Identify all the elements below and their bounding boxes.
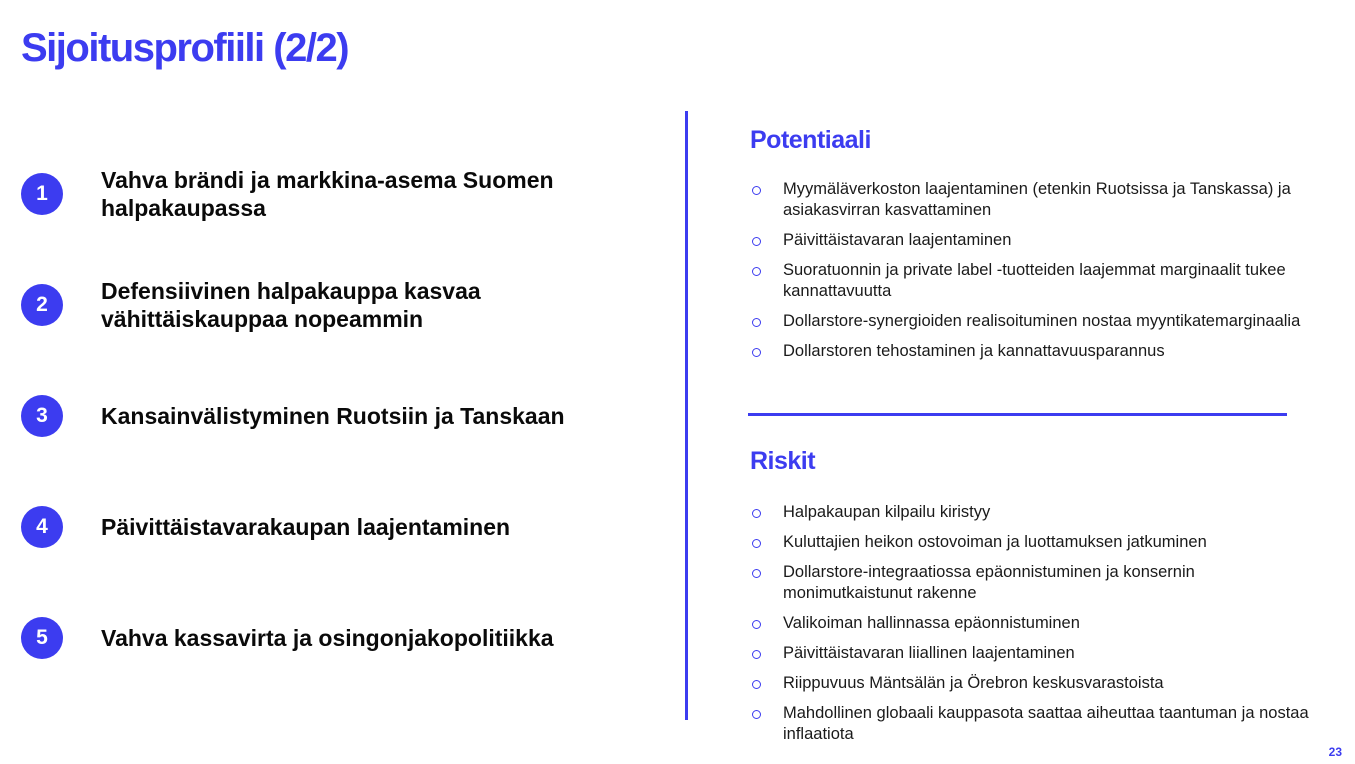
circle-bullet-icon <box>752 650 761 659</box>
circle-bullet-icon <box>752 620 761 629</box>
horizontal-divider <box>748 413 1287 416</box>
numbered-item-3 <box>21 395 661 437</box>
circle-bullet-icon <box>752 509 761 518</box>
list-item <box>750 703 1310 745</box>
circle-bullet-icon <box>752 318 761 327</box>
page-title: Sijoitusprofiili (2/2) <box>21 26 349 70</box>
list-item <box>750 341 1310 362</box>
list-item-text: Päivittäistavaran liiallinen laajentaminen <box>783 644 1075 662</box>
potential-heading: Potentiaali <box>750 126 871 154</box>
number-badge: 2 <box>21 284 63 326</box>
circle-bullet-icon <box>752 710 761 719</box>
circle-bullet-icon <box>752 348 761 357</box>
numbered-item-5 <box>21 617 661 659</box>
number-badge: 5 <box>21 617 63 659</box>
list-item-text: Suoratuonnin ja private label -tuotteiden laajemmat marginaalit tukee kannattavuutta <box>783 261 1286 300</box>
number-badge: 1 <box>21 173 63 215</box>
page-number: 23 <box>1328 745 1342 759</box>
list-item-text: Riippuvuus Mäntsälän ja Örebron keskusvarastoista <box>783 674 1164 692</box>
list-item-text: Dollarstore-synergioiden realisoituminen nostaa myyntikatemarginaalia <box>783 312 1301 330</box>
numbered-item-text: Vahva kassavirta ja osingonjakopolitiikka <box>101 625 554 651</box>
numbered-item-text: Defensiivinen halpakauppa kasvaa vähittäiskauppaa nopeammin <box>101 278 481 332</box>
list-item-text: Kuluttajien heikon ostovoiman ja luottamuksen jatkuminen <box>783 533 1207 551</box>
circle-bullet-icon <box>752 539 761 548</box>
vertical-divider <box>685 111 688 720</box>
numbered-item-1 <box>21 166 661 222</box>
list-item <box>750 179 1310 221</box>
list-item <box>750 532 1310 553</box>
list-item-text: Päivittäistavaran laajentaminen <box>783 231 1012 249</box>
list-item-text: Mahdollinen globaali kauppasota saattaa aiheuttaa taantuman ja nostaa inflaatiota <box>783 704 1309 743</box>
list-item-text: Dollarstoren tehostaminen ja kannattavuusparannus <box>783 342 1165 360</box>
list-item <box>750 502 1310 523</box>
risks-heading: Riskit <box>750 447 816 475</box>
circle-bullet-icon <box>752 186 761 195</box>
list-item <box>750 562 1310 604</box>
list-item <box>750 260 1310 302</box>
potential-list <box>750 179 1310 371</box>
numbered-item-4 <box>21 506 661 548</box>
number-badge: 3 <box>21 395 63 437</box>
list-item-text: Dollarstore-integraatiossa epäonnistuminen ja konsernin monimutkaistunut rakenne <box>783 563 1195 602</box>
list-item <box>750 311 1310 332</box>
circle-bullet-icon <box>752 680 761 689</box>
list-item <box>750 230 1310 251</box>
list-item <box>750 613 1310 634</box>
list-item <box>750 643 1310 664</box>
numbered-item-2 <box>21 277 661 333</box>
list-item-text: Myymäläverkoston laajentaminen (etenkin Ruotsissa ja Tanskassa) ja asiakasvirran kasvattaminen <box>783 180 1291 219</box>
circle-bullet-icon <box>752 237 761 246</box>
circle-bullet-icon <box>752 569 761 578</box>
circle-bullet-icon <box>752 267 761 276</box>
risks-list <box>750 502 1310 754</box>
numbered-item-text: Vahva brändi ja markkina-asema Suomen halpakaupassa <box>101 167 554 221</box>
numbered-item-text: Kansainvälistyminen Ruotsiin ja Tanskaan <box>101 403 565 429</box>
numbered-item-text: Päivittäistavarakaupan laajentaminen <box>101 514 511 540</box>
list-item <box>750 673 1310 694</box>
number-badge: 4 <box>21 506 63 548</box>
list-item-text: Valikoiman hallinnassa epäonnistuminen <box>783 614 1080 632</box>
list-item-text: Halpakaupan kilpailu kiristyy <box>783 503 991 521</box>
